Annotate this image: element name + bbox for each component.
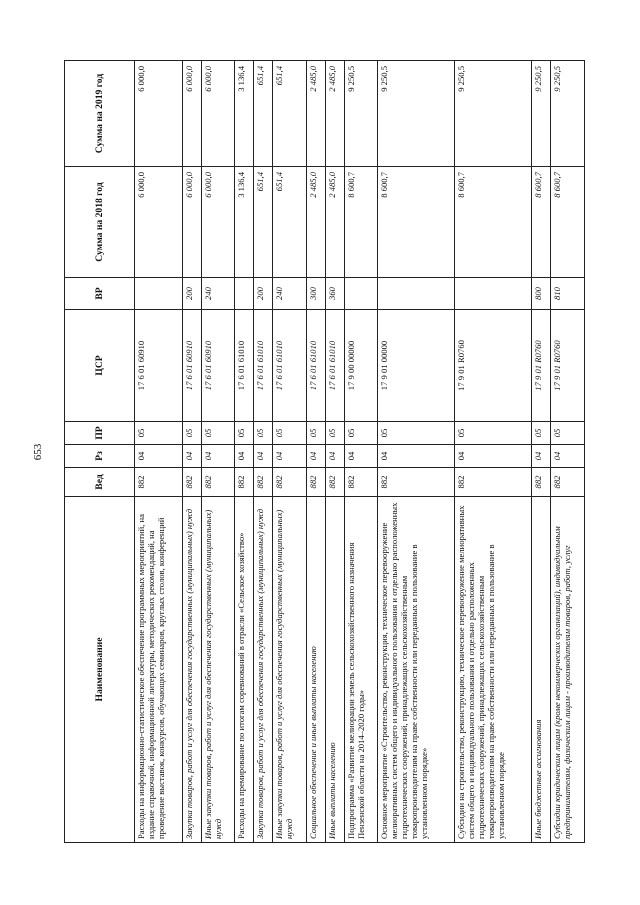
cell-sum-2018: 8 600,7 <box>378 167 455 278</box>
cell-csr: 17 6 01 61010 <box>306 310 325 422</box>
table-row <box>183 61 202 843</box>
cell-name: Иные бюджетные ассигнования <box>532 497 551 843</box>
cell-rz: 04 <box>344 445 377 468</box>
table-row <box>344 61 377 843</box>
cell-pr: 05 <box>344 422 377 445</box>
cell-rz: 04 <box>254 445 273 468</box>
cell-ved: 882 <box>201 468 234 497</box>
cell-vr: 300 <box>306 278 325 310</box>
page-number: 653 <box>32 443 44 461</box>
cell-sum-2018: 6 000,0 <box>135 167 183 278</box>
cell-vr: 240 <box>201 278 234 310</box>
cell-sum-2018: 8 600,7 <box>455 167 532 278</box>
cell-pr: 05 <box>378 422 455 445</box>
cell-sum-2018: 2 485,0 <box>325 167 344 278</box>
header-pr: ПР <box>65 422 135 445</box>
cell-sum-2018: 6 000,0 <box>183 167 202 278</box>
cell-name: Закупка товаров, работ и услуг для обеспечения государственных (муниципальных) нужд <box>254 497 273 843</box>
cell-ved: 882 <box>306 468 325 497</box>
cell-sum-2019: 2 485,0 <box>325 61 344 167</box>
cell-rz: 04 <box>135 445 183 468</box>
table-row <box>235 61 254 843</box>
budget-table-container <box>64 61 585 843</box>
cell-name: Расходы на информационно-статистическое обеспечение программных мероприятий, на издание справочной, информационной литературы, методических рекомендаций, на проведение выставок, конкурсов, обучающих семинаров, круглых столов, конференций <box>135 497 183 843</box>
cell-sum-2018: 2 485,0 <box>306 167 325 278</box>
cell-pr: 05 <box>183 422 202 445</box>
cell-ved: 882 <box>325 468 344 497</box>
header-vr: ВР <box>65 278 135 310</box>
cell-pr: 05 <box>201 422 234 445</box>
cell-pr: 05 <box>273 422 306 445</box>
header-sum-2018: Сумма на 2018 год <box>65 167 135 278</box>
header-ved: Вед <box>65 468 135 497</box>
cell-ved: 882 <box>532 468 551 497</box>
cell-rz: 04 <box>532 445 551 468</box>
cell-vr <box>344 278 377 310</box>
cell-csr: 17 6 01 60910 <box>183 310 202 422</box>
cell-pr: 05 <box>235 422 254 445</box>
cell-sum-2019: 6 000,0 <box>183 61 202 167</box>
cell-sum-2019: 651,4 <box>273 61 306 167</box>
cell-ved: 882 <box>273 468 306 497</box>
cell-sum-2018: 6 000,0 <box>201 167 234 278</box>
cell-vr <box>378 278 455 310</box>
cell-sum-2019: 6 000,0 <box>201 61 234 167</box>
cell-name: Основное мероприятие «Строительство, реконструкция, техническое перевооружение мелиоративных систем общего и индивидуального пользования и отдельно расположенных гидротехнических сооружений, принадлежащих сельскохозяйственным товаропроизводителям на праве собственности или переданных в пользование в установленном порядке» <box>378 497 455 843</box>
table-row <box>455 61 532 843</box>
cell-pr: 05 <box>532 422 551 445</box>
cell-ved: 882 <box>344 468 377 497</box>
cell-csr: 17 9 01 R0760 <box>455 310 532 422</box>
cell-csr: 17 9 00 00000 <box>344 310 377 422</box>
cell-rz: 04 <box>201 445 234 468</box>
cell-pr: 05 <box>306 422 325 445</box>
cell-sum-2018: 651,4 <box>273 167 306 278</box>
budget-table <box>64 60 585 843</box>
cell-rz: 04 <box>306 445 325 468</box>
cell-rz: 04 <box>378 445 455 468</box>
table-row <box>532 61 551 843</box>
cell-pr: 05 <box>135 422 183 445</box>
cell-rz: 04 <box>551 445 585 468</box>
cell-rz: 04 <box>273 445 306 468</box>
cell-rz: 04 <box>183 445 202 468</box>
cell-pr: 05 <box>254 422 273 445</box>
cell-csr: 17 6 01 61010 <box>325 310 344 422</box>
cell-vr: 800 <box>532 278 551 310</box>
header-name: Наименование <box>65 497 135 843</box>
cell-rz: 04 <box>455 445 532 468</box>
cell-sum-2019: 651,4 <box>254 61 273 167</box>
table-row <box>325 61 344 843</box>
cell-name: Иные закупки товаров, работ и услуг для обеспечения государственных (муниципальных) нужд <box>273 497 306 843</box>
cell-csr: 17 6 01 60910 <box>135 310 183 422</box>
cell-vr: 810 <box>551 278 585 310</box>
cell-vr <box>455 278 532 310</box>
cell-csr: 17 6 01 61010 <box>235 310 254 422</box>
header-rz: Рз <box>65 445 135 468</box>
table-row <box>201 61 234 843</box>
table-header-row <box>65 61 135 843</box>
cell-sum-2018: 8 600,7 <box>551 167 585 278</box>
cell-sum-2019: 9 250,5 <box>378 61 455 167</box>
cell-sum-2018: 8 600,7 <box>344 167 377 278</box>
cell-vr: 360 <box>325 278 344 310</box>
cell-csr: 17 9 01 00000 <box>378 310 455 422</box>
cell-vr <box>235 278 254 310</box>
cell-rz: 04 <box>235 445 254 468</box>
cell-name: Иные выплаты населению <box>325 497 344 843</box>
table-row <box>378 61 455 843</box>
cell-sum-2019: 6 000,0 <box>135 61 183 167</box>
header-csr: ЦСР <box>65 310 135 422</box>
cell-rz: 04 <box>325 445 344 468</box>
cell-ved: 882 <box>254 468 273 497</box>
rotated-table-frame <box>64 61 585 843</box>
cell-sum-2018: 3 136,4 <box>235 167 254 278</box>
cell-sum-2019: 3 136,4 <box>235 61 254 167</box>
table-row <box>551 61 585 843</box>
cell-csr: 17 9 01 R0760 <box>551 310 585 422</box>
cell-ved: 882 <box>455 468 532 497</box>
cell-pr: 05 <box>455 422 532 445</box>
cell-sum-2019: 9 250,5 <box>344 61 377 167</box>
cell-ved: 882 <box>135 468 183 497</box>
cell-sum-2018: 8 600,7 <box>532 167 551 278</box>
table-row <box>135 61 183 843</box>
cell-sum-2019: 9 250,5 <box>455 61 532 167</box>
cell-csr: 17 6 01 61010 <box>254 310 273 422</box>
cell-csr: 17 9 01 R0760 <box>532 310 551 422</box>
cell-name: Закупка товаров, работ и услуг для обеспечения государственных (муниципальных) нужд <box>183 497 202 843</box>
cell-csr: 17 6 01 60910 <box>201 310 234 422</box>
cell-name: Социальное обеспечение и иные выплаты населению <box>306 497 325 843</box>
cell-sum-2019: 2 485,0 <box>306 61 325 167</box>
table-row <box>273 61 306 843</box>
cell-name: Расходы на премирование по итогам соревнований в отрасли «Сельское хозяйство» <box>235 497 254 843</box>
cell-vr: 240 <box>273 278 306 310</box>
table-row <box>306 61 325 843</box>
cell-vr: 200 <box>254 278 273 310</box>
cell-name: Субсидии юридическим лицам (кроме некоммерческих организаций), индивидуальным предпринимателям, физическим лицам - производителям товаров, работ, услуг <box>551 497 585 843</box>
cell-sum-2018: 651,4 <box>254 167 273 278</box>
cell-vr: 200 <box>183 278 202 310</box>
header-sum-2019: Сумма на 2019 год <box>65 61 135 167</box>
cell-ved: 882 <box>551 468 585 497</box>
cell-name: Субсидии на строительство, реконструкцию, техническое перевооружение мелиоративных систем общего и индивидуального пользования и отдельно расположенных гидротехнических сооружений, принадлежащих сельскохозяйственным товаропроизводителям на праве собственности или переданных в пользование в установленном порядке <box>455 497 532 843</box>
cell-name: Иные закупки товаров, работ и услуг для обеспечения государственных (муниципальных) нужд <box>201 497 234 843</box>
cell-ved: 882 <box>235 468 254 497</box>
cell-vr <box>135 278 183 310</box>
cell-ved: 882 <box>378 468 455 497</box>
cell-pr: 05 <box>325 422 344 445</box>
cell-sum-2019: 9 250,5 <box>551 61 585 167</box>
cell-csr: 17 6 01 61010 <box>273 310 306 422</box>
cell-ved: 882 <box>183 468 202 497</box>
cell-name: Подпрограмма «Развитие мелиорации земель сельскохозяйственного назначения Пензенской области на 2014–2020 годы» <box>344 497 377 843</box>
cell-pr: 05 <box>551 422 585 445</box>
cell-sum-2019: 9 250,5 <box>532 61 551 167</box>
table-row <box>254 61 273 843</box>
table-body <box>135 61 585 843</box>
